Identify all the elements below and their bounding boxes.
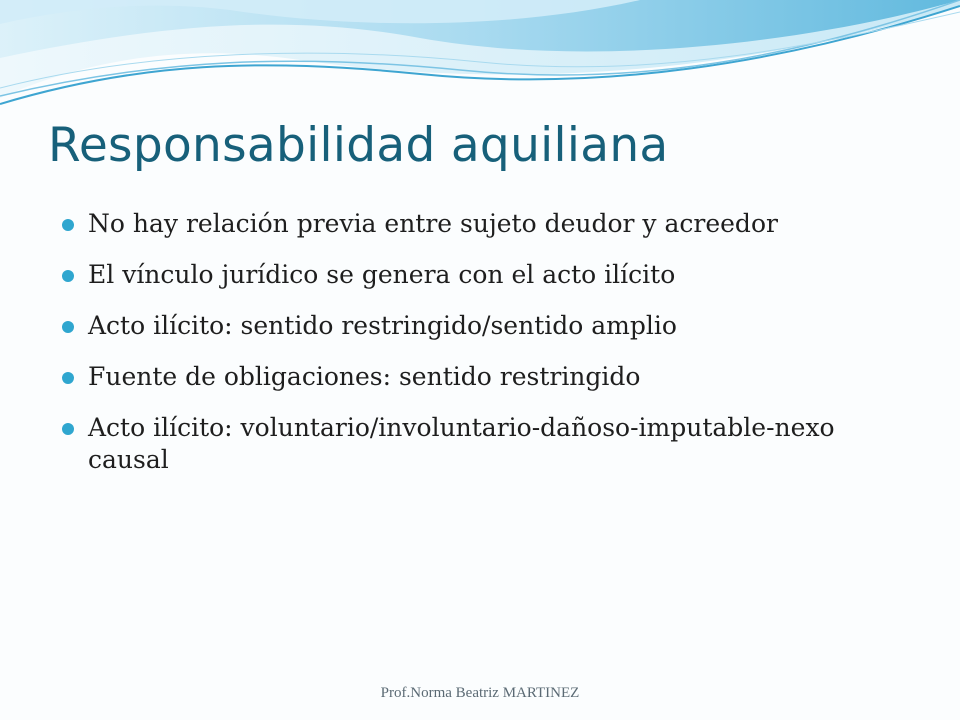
footer-author: Prof.Norma Beatriz MARTINEZ bbox=[380, 685, 580, 701]
bullet-item bbox=[60, 208, 900, 240]
bullet-list bbox=[60, 208, 900, 495]
bullet-text: No hay relación previa entre sujeto deudor y acreedor bbox=[88, 209, 778, 238]
bullet-item bbox=[60, 259, 900, 291]
bullet-marker-icon bbox=[62, 372, 74, 384]
bullet-text: Fuente de obligaciones: sentido restringido bbox=[88, 362, 641, 391]
bullet-text: El vínculo jurídico se genera con el acto ilícito bbox=[88, 260, 676, 289]
bullet-marker-icon bbox=[62, 423, 74, 435]
header-wave-decoration bbox=[0, 0, 960, 130]
bullet-item bbox=[60, 412, 900, 476]
bullet-marker-icon bbox=[62, 321, 74, 333]
slide-title: Responsabilidad aquiliana bbox=[48, 118, 669, 173]
bullet-item bbox=[60, 361, 900, 393]
bullet-text: Acto ilícito: voluntario/involuntario-dañoso-imputable-nexo causal bbox=[88, 413, 835, 474]
bullet-marker-icon bbox=[62, 219, 74, 231]
bullet-item bbox=[60, 310, 900, 342]
bullet-marker-icon bbox=[62, 270, 74, 282]
bullet-text: Acto ilícito: sentido restringido/sentido amplio bbox=[88, 311, 677, 340]
